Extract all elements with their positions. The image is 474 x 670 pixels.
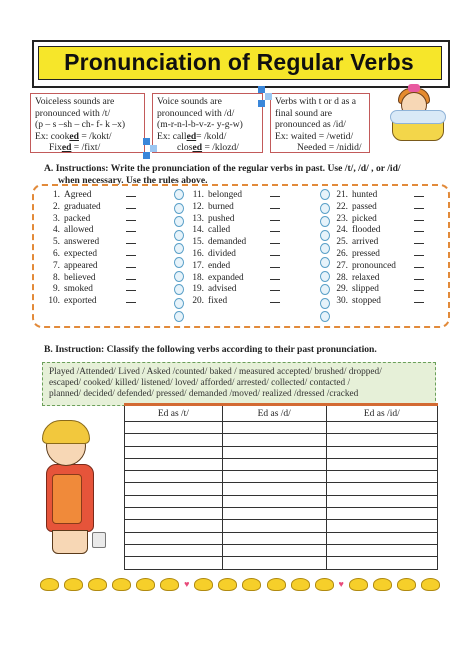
answer-cell[interactable] bbox=[326, 422, 437, 434]
table-row bbox=[125, 508, 438, 520]
answer-cell[interactable] bbox=[222, 446, 326, 458]
answer-blank[interactable] bbox=[270, 294, 280, 303]
answer-cell[interactable] bbox=[125, 508, 223, 520]
answer-blank[interactable] bbox=[126, 294, 136, 303]
square-decoration bbox=[258, 86, 265, 93]
rule-example: closed = /klozd/ bbox=[177, 142, 239, 154]
square-decoration bbox=[143, 152, 150, 159]
table-row bbox=[125, 471, 438, 483]
page-title: Pronunciation of Regular Verbs bbox=[64, 49, 414, 75]
verb-item: 17. ended bbox=[190, 259, 280, 271]
duck-icon bbox=[88, 578, 107, 591]
verb-item: 18. expanded bbox=[190, 271, 280, 283]
answer-blank[interactable] bbox=[414, 212, 424, 221]
answer-blank[interactable] bbox=[414, 294, 424, 303]
answer-blank[interactable] bbox=[414, 235, 424, 244]
answer-cell[interactable] bbox=[125, 532, 223, 544]
answer-blank[interactable] bbox=[270, 247, 280, 256]
rule-example: Ex: waited = /wetid/ bbox=[275, 130, 354, 142]
answer-blank[interactable] bbox=[126, 259, 136, 268]
answer-cell[interactable] bbox=[326, 495, 437, 507]
table-row bbox=[125, 557, 438, 569]
answer-blank[interactable] bbox=[270, 259, 280, 268]
boy-legs bbox=[52, 530, 88, 554]
verb-item: 22. passed bbox=[334, 200, 424, 212]
answer-cell[interactable] bbox=[125, 544, 223, 556]
bubbles-illustration bbox=[390, 110, 446, 124]
verb-item: 20. fixed bbox=[190, 294, 280, 306]
answer-blank[interactable] bbox=[126, 282, 136, 291]
duck-icon bbox=[291, 578, 310, 591]
answer-cell[interactable] bbox=[222, 520, 326, 532]
answer-cell[interactable] bbox=[125, 520, 223, 532]
duck-icon bbox=[64, 578, 83, 591]
answer-cell[interactable] bbox=[326, 544, 437, 556]
verb-column-3 bbox=[334, 188, 424, 306]
verb-bank-box bbox=[42, 362, 436, 406]
verb-bank-line: escaped/ cooked/ killed/ listened/ loved/ afforded/ arrested/ collected/ contacted / bbox=[49, 378, 351, 389]
rule-line: Verbs with t or d as a bbox=[275, 96, 356, 107]
answer-cell[interactable] bbox=[222, 557, 326, 569]
duck-icon bbox=[112, 578, 131, 591]
answer-blank[interactable] bbox=[126, 247, 136, 256]
bow-icon bbox=[408, 84, 420, 92]
answer-blank[interactable] bbox=[414, 188, 424, 197]
answer-blank[interactable] bbox=[270, 235, 280, 244]
answer-cell[interactable] bbox=[326, 508, 437, 520]
answer-blank[interactable] bbox=[126, 188, 136, 197]
answer-cell[interactable] bbox=[125, 434, 223, 446]
answer-cell[interactable] bbox=[125, 471, 223, 483]
verb-item: 27. pronounced bbox=[334, 259, 424, 271]
duck-icon bbox=[194, 578, 213, 591]
verb-item: 28. relaxed bbox=[334, 271, 424, 283]
duck-icon bbox=[160, 578, 179, 591]
verb-item: 9. smoked bbox=[46, 282, 136, 294]
duck-border bbox=[40, 576, 440, 592]
tag-icon bbox=[92, 532, 106, 548]
verb-item: 26. pressed bbox=[334, 247, 424, 259]
square-decoration bbox=[150, 145, 157, 152]
table-row bbox=[125, 495, 438, 507]
answer-blank[interactable] bbox=[126, 235, 136, 244]
answer-cell[interactable] bbox=[222, 495, 326, 507]
answer-cell[interactable] bbox=[222, 508, 326, 520]
verb-item: 24. flooded bbox=[334, 223, 424, 235]
boy-hair bbox=[42, 420, 90, 444]
duck-icon bbox=[136, 578, 155, 591]
answer-blank[interactable] bbox=[270, 212, 280, 221]
verb-item: 13. pushed bbox=[190, 212, 280, 224]
verb-item: 21. hunted bbox=[334, 188, 424, 200]
answer-cell[interactable] bbox=[326, 471, 437, 483]
square-decoration bbox=[258, 100, 265, 107]
answer-cell[interactable] bbox=[222, 422, 326, 434]
square-decoration bbox=[143, 138, 150, 145]
bead-chain-right bbox=[320, 189, 330, 322]
answer-cell[interactable] bbox=[222, 483, 326, 495]
verb-column-1 bbox=[46, 188, 136, 306]
verb-item: 7. appeared bbox=[46, 259, 136, 271]
answer-blank[interactable] bbox=[270, 223, 280, 232]
answer-cell[interactable] bbox=[326, 557, 437, 569]
rule-line: Voice sounds are bbox=[157, 96, 222, 107]
rule-line: (p – s –sh – ch- f- k –x) bbox=[35, 119, 126, 131]
verb-item: 2. graduated bbox=[46, 200, 136, 212]
verb-item: 12. burned bbox=[190, 200, 280, 212]
verb-item: 11. belonged bbox=[190, 188, 280, 200]
answer-cell[interactable] bbox=[125, 557, 223, 569]
table-row bbox=[125, 446, 438, 458]
answer-blank[interactable] bbox=[414, 259, 424, 268]
towel-illustration bbox=[52, 474, 82, 524]
table-row bbox=[125, 483, 438, 495]
table-row bbox=[125, 458, 438, 470]
verb-item: 15. demanded bbox=[190, 235, 280, 247]
rule-box-voiceless bbox=[30, 93, 145, 153]
table-row bbox=[125, 544, 438, 556]
rule-example: Needed = /nidid/ bbox=[297, 142, 362, 154]
table-row bbox=[125, 532, 438, 544]
column-header-id: Ed as /id/ bbox=[326, 405, 437, 422]
answer-cell[interactable] bbox=[326, 532, 437, 544]
answer-blank[interactable] bbox=[270, 282, 280, 291]
answer-cell[interactable] bbox=[125, 483, 223, 495]
answer-cell[interactable] bbox=[326, 446, 437, 458]
rule-example: Fixed = /fixt/ bbox=[49, 142, 101, 154]
square-decoration bbox=[265, 93, 272, 100]
rule-box-voiced bbox=[152, 93, 263, 153]
verb-item: 3. packed bbox=[46, 212, 136, 224]
answer-cell[interactable] bbox=[125, 458, 223, 470]
duck-icon bbox=[218, 578, 237, 591]
duck-icon bbox=[349, 578, 368, 591]
answer-cell[interactable] bbox=[125, 495, 223, 507]
duck-icon bbox=[40, 578, 59, 591]
classification-table bbox=[124, 403, 438, 570]
verb-bank-line: Played /Attended/ Lived / Asked /counted/ baked / measured accepted/ brushed/ dropped/ bbox=[49, 367, 382, 377]
verb-item: 5. answered bbox=[46, 235, 136, 247]
answer-cell[interactable] bbox=[222, 434, 326, 446]
column-header-d: Ed as /d/ bbox=[222, 405, 326, 422]
answer-blank[interactable] bbox=[414, 223, 424, 232]
verb-item: 14. called bbox=[190, 223, 280, 235]
verb-item: 1. Agreed bbox=[46, 188, 136, 200]
rule-example: Ex: cooked = /kokt/ bbox=[35, 130, 112, 142]
bead-chain-left bbox=[174, 189, 184, 322]
section-a-instruction: A. Instructions: Write the pronunciation of the regular verbs in past. Use /t/, /d/ , or /id/ when necessary. Use the rules above. bbox=[44, 163, 401, 186]
rule-example: Ex: called= /kold/ bbox=[157, 130, 227, 142]
heart-icon: ♥ bbox=[184, 579, 190, 589]
duck-icon bbox=[397, 578, 416, 591]
verb-item: 30. stopped bbox=[334, 294, 424, 306]
verb-item: 23. picked bbox=[334, 212, 424, 224]
table-row bbox=[125, 422, 438, 434]
rule-line: pronounced with /d/ bbox=[157, 107, 235, 119]
table-row bbox=[125, 520, 438, 532]
section-b-instruction: B. Instruction: Classify the following verbs according to their past pronunciation. bbox=[44, 344, 377, 355]
verb-item: 4. allowed bbox=[46, 223, 136, 235]
answer-blank[interactable] bbox=[270, 188, 280, 197]
answer-cell[interactable] bbox=[326, 483, 437, 495]
verb-item: 29. slipped bbox=[334, 282, 424, 294]
answer-cell[interactable] bbox=[222, 458, 326, 470]
answer-blank[interactable] bbox=[414, 200, 424, 209]
rule-box-id bbox=[270, 93, 370, 153]
answer-blank[interactable] bbox=[414, 247, 424, 256]
answer-cell[interactable] bbox=[125, 446, 223, 458]
answer-cell[interactable] bbox=[222, 471, 326, 483]
duck-icon bbox=[267, 578, 286, 591]
verb-item: 25. arrived bbox=[334, 235, 424, 247]
duck-icon bbox=[373, 578, 392, 591]
verb-item: 10. exported bbox=[46, 294, 136, 306]
rule-line: Voiceless sounds are bbox=[35, 96, 115, 107]
answer-blank[interactable] bbox=[414, 271, 424, 280]
rule-line: (m-r-n-l-b-v-z- y-g-w) bbox=[157, 119, 243, 131]
duck-icon bbox=[315, 578, 334, 591]
answer-cell[interactable] bbox=[326, 458, 437, 470]
column-header-t: Ed as /t/ bbox=[125, 405, 223, 422]
answer-cell[interactable] bbox=[222, 544, 326, 556]
answer-blank[interactable] bbox=[126, 271, 136, 280]
answer-blank[interactable] bbox=[270, 271, 280, 280]
rule-line: final sound are bbox=[275, 107, 333, 119]
heart-icon: ♥ bbox=[338, 579, 344, 589]
answer-blank[interactable] bbox=[126, 212, 136, 221]
answer-blank[interactable] bbox=[270, 200, 280, 209]
answer-blank[interactable] bbox=[414, 282, 424, 291]
answer-blank[interactable] bbox=[126, 200, 136, 209]
rule-line: pronounced as /id/ bbox=[275, 119, 346, 131]
answer-blank[interactable] bbox=[126, 223, 136, 232]
answer-cell[interactable] bbox=[326, 520, 437, 532]
table-row bbox=[125, 434, 438, 446]
duck-icon bbox=[421, 578, 440, 591]
answer-cell[interactable] bbox=[125, 422, 223, 434]
verb-item: 16. divided bbox=[190, 247, 280, 259]
answer-cell[interactable] bbox=[326, 434, 437, 446]
verb-item: 8. believed bbox=[46, 271, 136, 283]
verb-column-2 bbox=[190, 188, 280, 306]
verb-bank-line: planned/ decided/ defended/ pressed/ demanded /moved/ realized /dressed /cracked bbox=[49, 389, 359, 400]
verb-item: 19. advised bbox=[190, 282, 280, 294]
duck-icon bbox=[242, 578, 261, 591]
answer-cell[interactable] bbox=[222, 532, 326, 544]
verb-item: 6. expected bbox=[46, 247, 136, 259]
rule-line: pronounced with /t/ bbox=[35, 107, 111, 119]
